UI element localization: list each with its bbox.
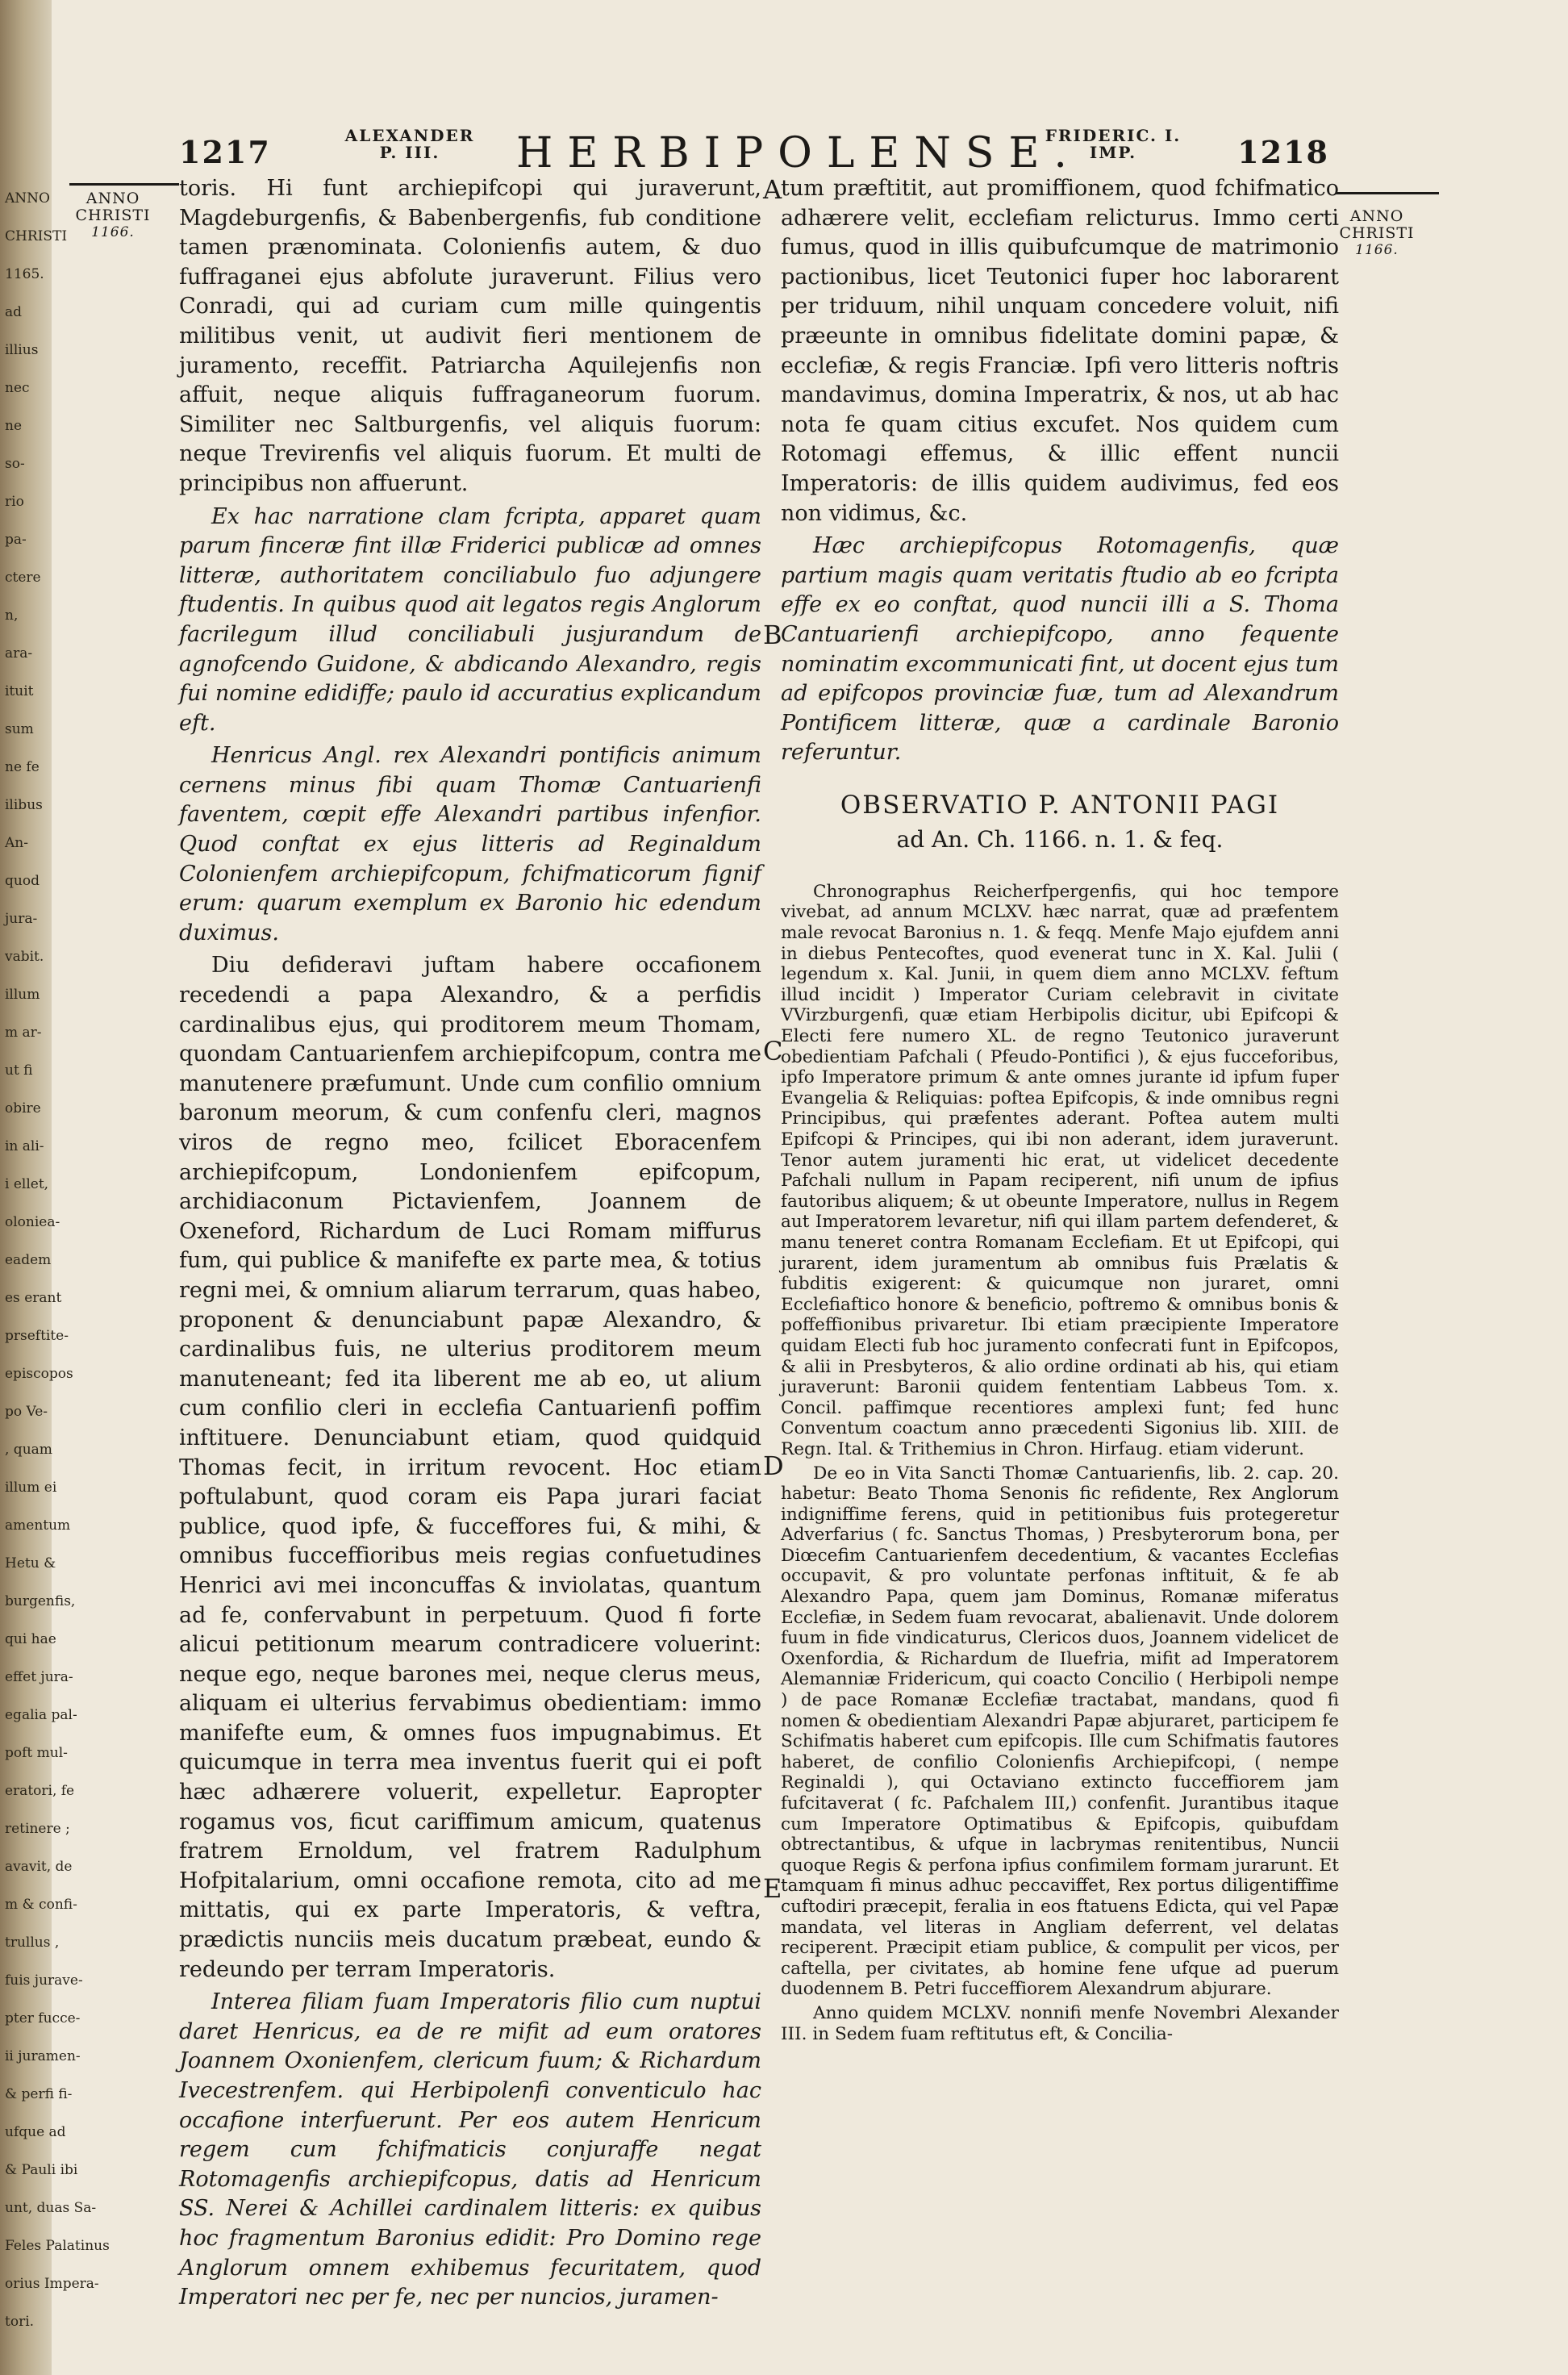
paragraph: Hæc archiepifcopus Rotomagenfis, quæ partium magis quam veritatis ftudio ab eo fcripta effe ex eo conftat, quod nuncii illi a S. Thoma Cantuarienfi archiepifcopo, anno fequente nominatim excommunicati fint, ut docent ejus tum ad epifcopos provinciæ fuæ, tum ad Alexandrum Pontificem litteræ, quæ a cardinale Baronio referuntur. [781,533,1339,766]
gutter-fragment: eadem [5,1252,52,1268]
section-mark-a: A [763,174,782,205]
year-number: 1166. [91,224,135,240]
gutter-fragment: ne [5,418,23,434]
gutter-fragment: 1165. [5,266,44,282]
emperor-title: IMP. [1089,143,1137,162]
gutter-fragment: eratori, fe [5,1783,75,1799]
gutter-fragment: quod [5,873,40,889]
gutter-fragment: ii juramen- [5,2048,81,2064]
gutter-fragment: po Ve- [5,1404,48,1420]
gutter-fragment: retinere ; [5,1821,70,1837]
gutter-fragment: burgenfis, [5,1593,76,1609]
gutter-fragment: rio [5,494,24,510]
section-mark-e: E [763,1873,782,1904]
gutter-fragment: tori. [5,2314,35,2330]
emperor-running-head [1040,127,1186,161]
gutter-fragment: ne fe [5,759,40,775]
paragraph: Ex hac narratione clam fcripta, apparet quam parum finceræ fint illæ Friderici publicæ ad omnes litteræ, authoritatem conciliabulo fuo adjungere ftudentis. In quibus quod ait legatos regis Anglorum facrilegum illud conciliabuli jusjurandum de agnofcendo Guidone, & abdicando Alexandro, regis fui nomine edidiffe; paulo id accuratius explicandum eft. [179,503,761,736]
gutter-fragment: obire [5,1100,41,1117]
gutter-fragment: i ellet, [5,1176,49,1192]
commentary-paragraph: Anno quidem MCLXV. nonnifi menfe Novembri Alexander III. in Sedem fuam reftitutus eft, & Concilia- [781,2002,1339,2044]
commentary-paragraph: Chronographus Reicherfpergenfis, qui hoc tempore vivebat, ad annum MCLXV. hæc narrat, quæ ad præfentem male revocat Baronius n. 1. & feqq. Menfe Majo ejufdem anni in diebus Pentecoftes, quod evenerat tunc in X. Kal. Julii ( legendum x. Kal. Junii, in quem diem anno MCLXV. feftum illud incidit ) Imperator Curiam celebravit in civitate VVirzburgenfi, quæ etiam Herbipolis dicitur, ubi Epifcopi & Electi fere numero XL. de regno Teutonico juraverunt obedientiam Pafchali ( Pfeudo-Pontifici ), & ejus fucceforibus, ipfo Imperatore primum & ante omnes jurante id ipfum fuper Evangelia & Reliquias: poftea Epifcopis, & inde omnibus regni Principibus, qui præfentes aderant. Poftea autem multi Epifcopi & Principes, qui ibi non aderant, idem juraverunt. Tenor autem juramenti hic erat, ut videlicet decedente Pafchali nullum in Papam reciperent, nifi unum de ipfius fautoribus aliquem; & ut obeunte Imperatore, nullus in Regem aut Imperatorem levaretur, nifi qui illam partem defenderet, & manu teneret contra Romanam Ecclefiam. Et ut Epifcopi, qui jurarent, idem juramentum ab omnibus fuis Prælatis & fubditis exigerent: & quicumque non juraret, omni Ecclefiaftico honore & beneficio, poftremo & omnibus bonis & poffeffionibus privaretur. Ibi etiam præcipiente Imperatore quidam Electi fub hoc juramento confecrati funt in Epifcopos, & alii in Presbyteros, & alio ordine ordinati ab his, qui etiam juraverunt: Baronii quidem fententiam Labbeus Tom. x. Concil. paffimque recentiores amplexi funt; fed hunc Conventum coactum anno præcedenti Sigonius lib. XIII. de Regn. Ital. & Trithemius in Chron. Hirfaug. etiam viderunt. [781,881,1339,1459]
paragraph: Interea filiam fuam Imperatoris filio cum nuptui daret Henricus, ea de re mifit ad eum oratores Joannem Oxonienfem, clericum fuum; & Richardum Ivecestrenfem. qui Herbipolenfi conventiculo hac occafione interfuerunt. Per eos autem Henricum regem cum fchifmaticis conjuraffe negat Rotomagenfis archiepifcopus, datis ad Henricum SS. Nerei & Achillei cardinalem litteris: ex quibus hoc fragmentum Baronius edidit: Pro Domino rege Anglorum omnem exhibemus fecuritatem, quod Imperatori nec per fe, nec per nuncios, juramen- [179,1989,761,2310]
page-title: HERBIPOLENSE. [516,129,1082,177]
gutter-fragment: unt, duas Sa- [5,2200,97,2216]
paragraph: tum præftitit, aut promiffionem, quod fchifmatico adhærere velit, ecclefiam relicturus. Immo certi fumus, quod in illis quibufcumque de matrimonio pactionibus, licet Teutonici fuper hoc laborarent per triduum, nihil unquam concedere voluit, nifi præeunte in omnibus fidelitate domini papæ, & ecclefiæ, & regis Franciæ. Ipfi vero litteris noftris mandavimus, domina Imperatrix, & nos, ut ab hac nota fe quam citius excufet. Nos quidem cum Rotomagi effemus, & illic effent nuncii Imperatoris: de illis quidem audivimus, fed eos non vidimus, &c. [781,176,1339,526]
gutter-fragment: es erant [5,1290,62,1306]
gutter-fragment: n, [5,607,19,624]
left-year-label [73,190,153,241]
gutter-fragment: ilibus [5,797,43,813]
gutter-fragment: in ali- [5,1138,44,1154]
anno-word: ANNO [1349,207,1404,225]
commentary-paragraph: De eo in Vita Sancti Thomæ Cantuarienfis, lib. 2. cap. 20. habetur: Beato Thoma Senonis fic refidente, Rex Anglorum indigniffime ferens, quid in petitionibus fuis protegeretur Adverfarius ( fc. Sanctus Thomas, ) Presbyterorum bona, per Diœcefim Cantuarienfem decedentium, & vacantes Ecclefias occupavit, & pro voluntate perfonas inftituit, & fe ab Alexandro Papa, quem jam Dominus, Romanæ miferatus Ecclefiæ, in Sedem fuam revocarat, abalienavit. Unde dolorem fuum in fide vindicaturus, Clericos duos, Joannem videlicet de Oxenfordia, & Richardum de Iluefria, mifit ad Imperatorem Alemanniæ Fridericum, qui coacto Concilio ( Herbipoli nempe ) de pace Romanæ Ecclefiæ tractabat, mandans, quod fi nomen & obedientiam Alexandri Papæ abjuraret, participem fe Schifmatis haberet cum epifcopis. Ille cum Schifmatis fautores haberet, de confilio Colonienfis Archiepifcopi, ( nempe Reginaldi ), qui Octaviano extincto fucceffiorem jam fufcitaverat ( fc. Pafchalem III,) confenfit. Jurantibus itaque cum Imperatore Optimatibus & Epifcopis, quibufdam obtrectantibus, & ufque in lacbrymas renitentibus, Nuncii quoque Regis & perfona ipfius confimilem formam jurarunt. Et tamquam fi minus adhuc peccaviffet, Rex portus diligentiffime cuftodiri præcepit, feralia in eos ftatuens Edicta, qui vel Papæ mandata, vel literas in Angliam deferrent, vel delatas reciperent. Præcipit etiam publice, & compulit per vicos, per caftella, per civitates, ab homine fene ufque ad puerum duodennem B. Petri fucceffiorem Alexandrum abjurare. [781,1463,1339,2000]
gutter-fragment: illum ei [5,1480,57,1496]
gutter-fragment: & Pauli ibi [5,2162,78,2178]
gutter-fragment: avavit, de [5,1859,73,1875]
right-text-column [781,174,1339,2047]
gutter-fragment: ANNO [5,190,50,207]
gutter-fragment: ituit [5,683,34,699]
pope-title: P. III. [379,143,440,162]
christi-word: CHRISTI [75,207,151,224]
gutter-fragment: ctere [5,570,41,586]
left-page-number: 1217 [179,134,271,170]
gutter-fragment: prseftite- [5,1328,69,1344]
gutter-fragment: amentum [5,1517,71,1534]
observatio-subheading: ad An. Ch. 1166. n. 1. & feq. [896,825,1224,853]
gutter-fragment: & perfi fi- [5,2086,73,2102]
gutter-fragment: pter fucce- [5,2010,81,2026]
gutter-fragment: egalia pal- [5,1707,77,1723]
gutter-fragment: oloniea- [5,1214,60,1230]
gutter-fragment: poft mul- [5,1745,68,1761]
gutter-fragment: nec [5,380,30,396]
section-mark-d: D [763,1450,784,1481]
gutter-fragment: vabit. [5,949,44,965]
section-mark-c: C [763,1036,783,1066]
gutter-fragment: illum [5,987,40,1003]
emperor-name: FRIDERIC. I. [1045,126,1182,145]
right-page-number: 1218 [1237,134,1329,170]
observatio-heading: OBSERVATIO P. ANTONII PAGI [840,790,1280,820]
gutter-fragment: qui hae [5,1631,56,1647]
christi-word: CHRISTI [1339,224,1415,242]
gutter-fragment: sum [5,721,34,737]
gutter-fragment: fuis jurave- [5,1972,83,1989]
section-mark-b: B [763,620,782,650]
gutter-fragment: episcopos [5,1366,73,1382]
gutter-fragment: An- [5,835,28,851]
paragraph: Henricus Angl. rex Alexandri pontificis animum cernens minus fibi quam Thomæ Cantuarienfi faventem, cœpit effe Alexandri partibus infenfior. Quod conftat ex ejus litteris ad Reginaldum Colonienfem archiepifcopum, fchifmaticorum fignif erum: quarum exemplum ex Baronio hic edendum duximus. [179,743,761,945]
gutter-fragment: so- [5,456,25,472]
adjacent-page-edge [0,0,110,2375]
year-number: 1166. [1355,242,1399,258]
gutter-fragment: m & confi- [5,1897,77,1913]
gutter-fragment: m ar- [5,1025,42,1041]
anno-word: ANNO [85,190,140,207]
gutter-fragment: orius Impera- [5,2276,99,2292]
gutter-fragment: pa- [5,532,27,548]
gutter-fragment: Feles Palatinus [5,2238,110,2254]
gutter-fragment: jura- [5,911,38,927]
gutter-fragment: trullus , [5,1935,60,1951]
pope-running-head [337,127,482,161]
gutter-fragment: ara- [5,645,33,662]
pope-name: ALEXANDER [344,126,475,145]
right-year-label [1332,208,1421,259]
gutter-fragment: Hetu & [5,1555,56,1572]
paragraph: toris. Hi funt archiepifcopi qui juraverunt, Magdeburgenfis, & Babenbergenfis, fub conditione tamen prænominata. Colonienfis autem, & duo fuffraganei ejus abfolute juraverunt. Filius vero Conradi, qui ad curiam cum mille quingentis militibus venit, ut audivit fieri mentionem de juramento, receffit. Patriarcha Aquilejenfis non affuit, neque aliquis fuffraganeorum fuorum. Similiter nec Saltburgenfis, vel aliquis fuorum: neque Trevirenfis vel aliquis fuorum. Et multi de principibus non affuerunt. [179,176,761,496]
gutter-fragment: illius [5,342,39,358]
letter-paragraph: Diu defideravi juftam habere occafionem recedendi a papa Alexandro, & a perfidis cardinalibus ejus, qui proditorem meum Thomam, quondam Cantuarienfem archiepifcopum, contra me manutenere præfumunt. Unde cum confilio omnium baronum meorum, & cum confenfu cleri, magnos viros de regno meo, fcilicet Eboracenfem archiepifcopum, Londonienfem epifcopum, archidiaconum Pictavienfem, Joannem de Oxeneford, Richardum de Luci Romam miffurus fum, qui publice & manifefte ex parte mea, & totius regni mei, & omnium aliarum terrarum, quas habeo, proponent & denunciabunt papæ Alexandro, & cardinalibus fuis, ne ulterius proditorem meum manuteneant; fed ita liberent me ab eo, ut alium cum confilio cleri in ecclefia Cantuarienfi poffim inftituere. Denunciabunt etiam, quod quidquid Thomas fecit, in irritum revocent. Hoc etiam poftulabunt, quod coram eis Papa jurari faciat publice, quod ipfe, & fucceffores fui, & mihi, & omnibus fucceffioribus meis regias confuetudines Henrici avi mei inconcuffas & inviolatas, quantum ad fe, confervabunt in perpetuum. Quod fi forte alicui petitionum mearum contradicere voluerint: neque ego, neque barones mei, neque clerus meus, aliquam ei ulterius fervabimus obedientiam: immo manifefte eum, & omnes fuos impugnabimus. Et quicumque in terra mea inventus fuerit qui ei poft hæc adhærere voluerit, expelletur. Eapropter rogamus vos, ficut cariffimum amicum, quatenus fratrem Ernoldum, vel fratrem Radulphum Hofpitalarium, omni occafione remota, cito ad me mittatis, qui ex parte Imperatoris, & veftra, prædictis nunciis meis ducatum præbeat, eundo & redeundo per terram Imperatoris. [179,953,761,1982]
gutter-fragment: CHRISTI [5,228,68,244]
left-rule [69,183,179,186]
gutter-fragment: ufque ad [5,2124,66,2140]
gutter-fragment: ad [5,304,23,320]
gutter-fragment: ut fi [5,1062,33,1079]
gutter-fragment: effet jura- [5,1669,73,1685]
left-text-column [179,174,761,2316]
gutter-fragment: , quam [5,1442,52,1458]
right-rule [1336,192,1439,194]
